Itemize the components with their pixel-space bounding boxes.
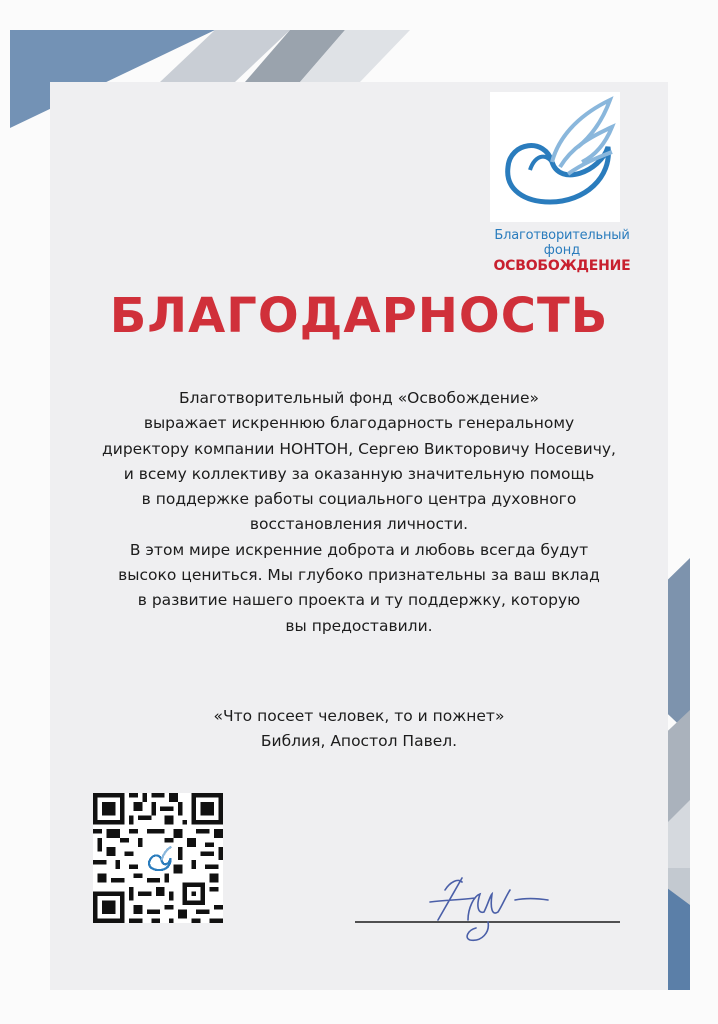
- logo-text-fund: фонд: [543, 243, 581, 258]
- certificate-title: БЛАГОДАРНОСТЬ: [109, 288, 609, 344]
- signature: [350, 860, 630, 950]
- body-line: восстановления личности.: [249, 515, 469, 534]
- body-line: выражает искреннюю благодарность генеральному: [143, 414, 575, 433]
- wing-logo-icon: [490, 92, 620, 222]
- body-line: высоко цениться. Мы глубоко признательны за ваш вклад: [118, 566, 600, 585]
- certificate-body: [70, 386, 648, 639]
- logo-text-name: ОСВОБОЖДЕНИЕ: [493, 258, 631, 274]
- logo-text-charity: Благотворительный: [494, 228, 630, 243]
- body-line: в поддержке работы социального центра духовного: [141, 490, 577, 509]
- body-line: вы предоставили.: [285, 616, 433, 635]
- foundation-logo: [482, 92, 642, 282]
- qr-code[interactable]: [93, 793, 223, 923]
- quote-source: Библия, Апостол Павел.: [260, 732, 458, 750]
- body-line: Благотворительный фонд «Освобождение»: [178, 389, 540, 407]
- body-line: в развитие нашего проекта и ту поддержку, которую: [137, 591, 581, 610]
- bible-quote: [90, 704, 628, 754]
- signature-scribble: [430, 878, 548, 940]
- quote-text: «Что посеет человек, то и пожнет»: [213, 707, 505, 725]
- body-line: и всему коллективу за оказанную значительную помощь: [123, 464, 595, 483]
- body-line: директору компании НОНТОН, Сергею Викторовичу Носевичу,: [102, 439, 616, 458]
- body-line: В этом мире искренние доброта и любовь всегда будут: [129, 540, 589, 559]
